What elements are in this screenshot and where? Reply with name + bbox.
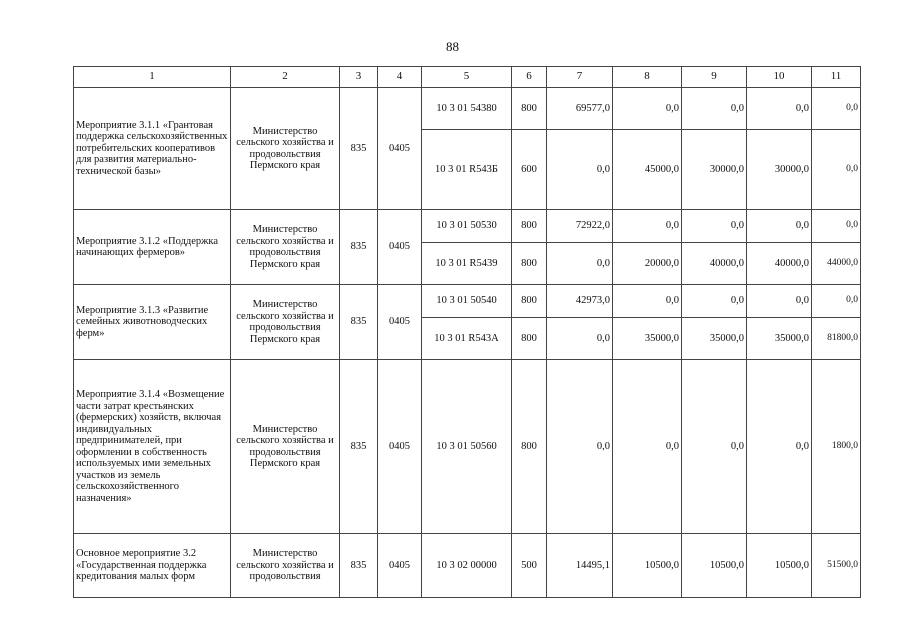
amount-cell: 69577,0	[547, 88, 613, 130]
ministry-cell: Министерство сельского хозяйства и продовольствия Пермского края	[231, 210, 340, 285]
col-header: 3	[340, 67, 378, 88]
amount-cell: 0,0	[682, 210, 747, 243]
col-header: 7	[547, 67, 613, 88]
expense-type-cell: 800	[512, 210, 547, 243]
section-code-cell: 0405	[378, 360, 422, 534]
col-header: 4	[378, 67, 422, 88]
amount-cell: 35000,0	[747, 318, 812, 360]
ministry-cell: Министерство сельского хозяйства и продовольствия Пермского края	[231, 88, 340, 210]
table-row	[74, 360, 861, 534]
col-header: 8	[613, 67, 682, 88]
target-article-cell: 10 3 01 50560	[422, 360, 512, 534]
amount-cell: 0,0	[747, 210, 812, 243]
target-article-cell: 10 3 01 R543А	[422, 318, 512, 360]
amount-cell: 40000,0	[682, 243, 747, 285]
amount-cell: 0,0	[747, 360, 812, 534]
amount-cell: 0,0	[682, 88, 747, 130]
page-number: 88	[446, 39, 459, 54]
target-article-cell: 10 3 01 54380	[422, 88, 512, 130]
amount-cell: 0,0	[613, 210, 682, 243]
expense-type-cell: 800	[512, 318, 547, 360]
target-article-cell: 10 3 02 00000	[422, 534, 512, 598]
grbs-code-cell: 835	[340, 285, 378, 360]
expense-type-cell: 600	[512, 130, 547, 210]
expense-type-cell: 800	[512, 88, 547, 130]
col-header: 6	[512, 67, 547, 88]
section-code-cell: 0405	[378, 534, 422, 598]
amount-cell: 0,0	[682, 285, 747, 318]
amount-cell: 44000,0	[812, 243, 861, 285]
amount-cell: 0,0	[547, 360, 613, 534]
ministry-cell: Министерство сельского хозяйства и продовольствия Пермского края	[231, 285, 340, 360]
target-article-cell: 10 3 01 R5439	[422, 243, 512, 285]
activity-name-cell: Мероприятие 3.1.2 «Поддержка начинающих фермеров»	[74, 210, 231, 285]
amount-cell: 10500,0	[682, 534, 747, 598]
table-row	[74, 285, 861, 318]
grbs-code-cell: 835	[340, 210, 378, 285]
amount-cell: 0,0	[547, 318, 613, 360]
col-header: 2	[231, 67, 340, 88]
col-header: 11	[812, 67, 861, 88]
grbs-code-cell: 835	[340, 360, 378, 534]
amount-cell: 10500,0	[747, 534, 812, 598]
expense-type-cell: 800	[512, 285, 547, 318]
amount-cell: 0,0	[613, 88, 682, 130]
amount-cell: 10500,0	[613, 534, 682, 598]
ministry-cell: Министерство сельского хозяйства и продовольствия Пермского края	[231, 360, 340, 534]
activity-name-cell: Мероприятие 3.1.3 «Развитие семейных животноводческих ферм»	[74, 285, 231, 360]
expense-type-cell: 800	[512, 243, 547, 285]
grbs-code-cell: 835	[340, 88, 378, 210]
col-header: 9	[682, 67, 747, 88]
amount-cell: 1800,0	[812, 360, 861, 534]
amount-cell: 30000,0	[682, 130, 747, 210]
budget-table	[73, 66, 861, 598]
activity-name-cell: Основное мероприятие 3.2 «Государственная поддержка кредитования малых форм	[74, 534, 231, 598]
amount-cell: 42973,0	[547, 285, 613, 318]
col-header: 10	[747, 67, 812, 88]
amount-cell: 0,0	[812, 130, 861, 210]
amount-cell: 20000,0	[613, 243, 682, 285]
header-row	[74, 67, 861, 88]
table-row	[74, 534, 861, 598]
amount-cell: 0,0	[547, 130, 613, 210]
col-header: 5	[422, 67, 512, 88]
amount-cell: 0,0	[613, 360, 682, 534]
ministry-cell: Министерство сельского хозяйства и продовольствия	[231, 534, 340, 598]
section-code-cell: 0405	[378, 285, 422, 360]
amount-cell: 72922,0	[547, 210, 613, 243]
amount-cell: 0,0	[547, 243, 613, 285]
amount-cell: 0,0	[682, 360, 747, 534]
target-article-cell: 10 3 01 50540	[422, 285, 512, 318]
expense-type-cell: 800	[512, 360, 547, 534]
amount-cell: 14495,1	[547, 534, 613, 598]
activity-name-cell: Мероприятие 3.1.4 «Возмещение части затрат крестьянских (фермерских) хозяйств, включая индивидуальных предпринимателей, при оформлении в собственность используемых ими земельных участков из земель сельскохозяйственного назначения»	[74, 360, 231, 534]
amount-cell: 40000,0	[747, 243, 812, 285]
expense-type-cell: 500	[512, 534, 547, 598]
target-article-cell: 10 3 01 R543Б	[422, 130, 512, 210]
amount-cell: 0,0	[747, 285, 812, 318]
table-row	[74, 210, 861, 243]
amount-cell: 0,0	[812, 210, 861, 243]
table-row	[74, 88, 861, 130]
section-code-cell: 0405	[378, 210, 422, 285]
col-header: 1	[74, 67, 231, 88]
activity-name-cell: Мероприятие 3.1.1 «Грантовая поддержка сельскохозяйственных потребительских кооперативов для развития материально-технической базы»	[74, 88, 231, 210]
section-code-cell: 0405	[378, 88, 422, 210]
amount-cell: 0,0	[747, 88, 812, 130]
amount-cell: 81800,0	[812, 318, 861, 360]
amount-cell: 35000,0	[682, 318, 747, 360]
amount-cell: 0,0	[812, 88, 861, 130]
amount-cell: 35000,0	[613, 318, 682, 360]
grbs-code-cell: 835	[340, 534, 378, 598]
target-article-cell: 10 3 01 50530	[422, 210, 512, 243]
amount-cell: 0,0	[812, 285, 861, 318]
amount-cell: 51500,0	[812, 534, 861, 598]
amount-cell: 30000,0	[747, 130, 812, 210]
amount-cell: 0,0	[613, 285, 682, 318]
amount-cell: 45000,0	[613, 130, 682, 210]
